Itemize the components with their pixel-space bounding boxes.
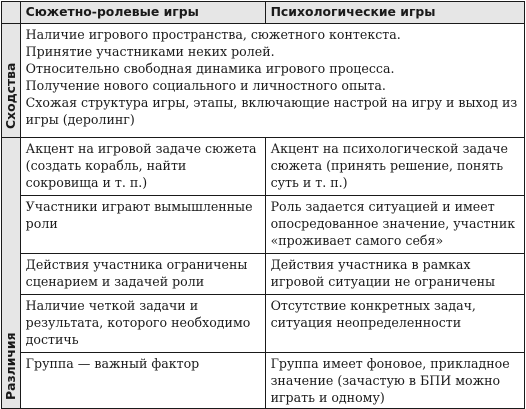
similarity-item: Относительно свободная динамика игрового процесса. [25,61,395,76]
difference-left-cell: Наличие четкой задачи и результата, которого необходимо достичь [20,295,265,353]
comparison-table [1,1,525,409]
header-corner-cell [2,2,21,24]
difference-right-cell: Роль задается ситуацией и имеет опосредованное значение, участник «проживает самого себя» [265,196,524,254]
differences-label-cell [2,138,21,409]
similarity-item: Получение нового социального и личностного опыта. [25,78,386,93]
difference-right-cell: Группа имеет фоновое, прикладное значение (зачастую в БПИ можно играть и одному) [265,353,524,409]
difference-row [2,295,525,353]
difference-row [2,254,525,295]
similarities-cell [20,24,524,138]
difference-left-cell: Участники играют вымышленные роли [20,196,265,254]
differences-label: Различия [2,332,18,400]
header-row [2,2,525,24]
similarity-item: Схожая структура игры, этапы, включающие настрой на игру и выход из игры (деролинг) [25,95,518,127]
similarities-label-cell [2,24,21,138]
header-role-playing-games: Сюжетно-ролевые игры [20,2,265,24]
difference-left-cell: Акцент на игровой задаче сюжета (создать корабль, найти сокровища и т. п.) [20,138,265,196]
difference-right-cell: Действия участника в рамках игровой ситуации не ограничены [265,254,524,295]
difference-right-cell: Акцент на психологической задаче сюжета (принять решение, понять суть и т. п.) [265,138,524,196]
similarities-row [2,24,525,138]
similarities-label: Сходства [2,62,18,129]
difference-row [2,353,525,409]
difference-left-cell: Группа — важный фактор [20,353,265,409]
similarity-item: Наличие игрового пространства, сюжетного контекста. [25,27,401,42]
header-psychological-games: Психологические игры [265,2,524,24]
difference-right-cell: Отсутствие конкретных задач, ситуация неопределенности [265,295,524,353]
difference-row [2,138,525,196]
difference-row [2,196,525,254]
difference-left-cell: Действия участника ограничены сценарием и задачей роли [20,254,265,295]
similarity-item: Принятие участниками неких ролей. [25,44,275,59]
